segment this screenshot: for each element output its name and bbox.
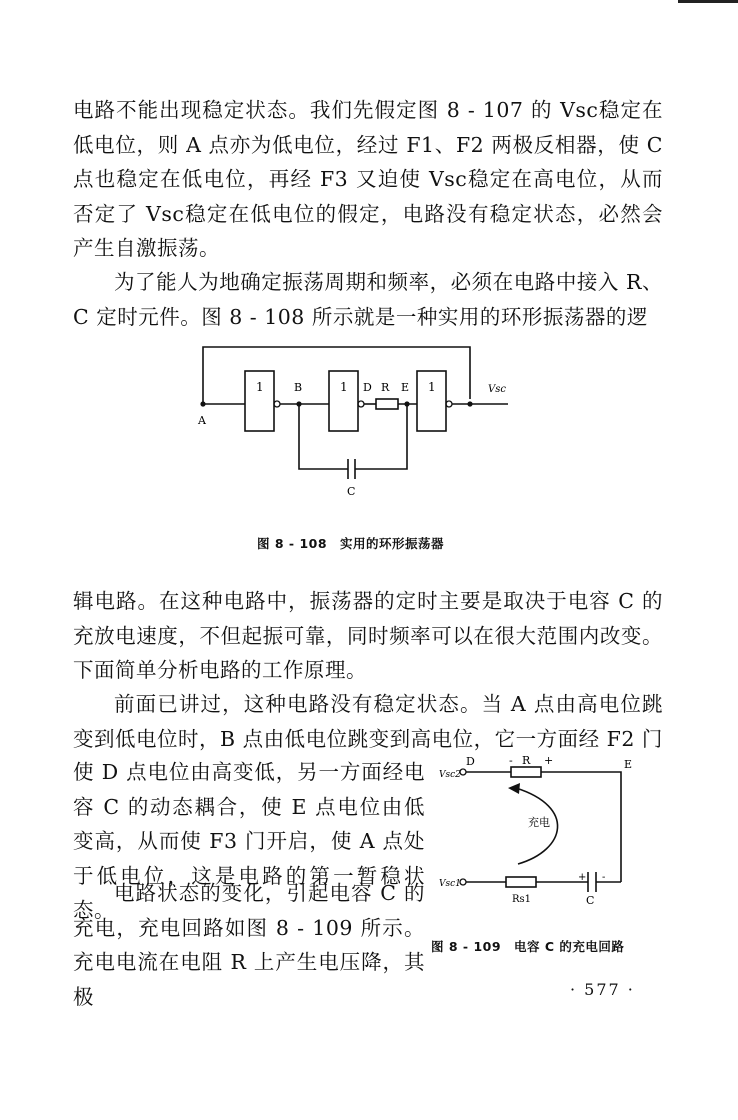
gate-f3-bubble xyxy=(446,401,452,407)
node-a-label: A xyxy=(198,414,206,427)
gate-f1-label: 1 xyxy=(256,380,264,394)
charge-label: 充电 xyxy=(528,816,550,829)
r-top-minus: - xyxy=(509,754,513,767)
node-e-label-109: E xyxy=(624,758,633,771)
gate-f2-label: 1 xyxy=(340,380,348,394)
wire-b-cap xyxy=(299,404,348,469)
gate-f3-label: 1 xyxy=(428,380,436,394)
node-e-label: E xyxy=(401,381,410,394)
paragraph-1: 电路不能出现稳定状态。我们先假定图 8 - 107 的 Vsc稳定在低电位，则 A 点亦为低电位，经过 F1、F2 两极反相器，使 C 点也稳定在低电位，再经 F3 又迫使 Vsc稳定在高电位，从而否定了 Vsc稳定在低电位的假定，电路没有稳定状态，必然会产生自激振荡。 xyxy=(73,98,663,260)
wire-top-right xyxy=(541,772,621,882)
resistor-r-top xyxy=(511,767,541,777)
paragraph-2: 为了能人为地确定振荡周期和频率，必须在电路中接入 R、C 定时元件。图 8 - 108 所示就是一种实用的环形振荡器的逻 xyxy=(73,270,663,329)
wire-cap-e xyxy=(355,404,407,469)
paragraph-6: 电路状态的变化，引起电容 C 的充电，充电回路如图 8 - 109 所示。充电电流在电阻 R 上产生电压降，其极 xyxy=(73,881,425,1009)
figure-108-caption: 图 8 - 108 实用的环形振荡器 xyxy=(257,536,445,551)
node-a-dot xyxy=(200,401,205,406)
rs1-label: Rs1 xyxy=(512,894,532,905)
gate-f2-bubble xyxy=(358,401,364,407)
terminal-vsc1 xyxy=(460,879,466,885)
gate-f1-bubble xyxy=(274,401,280,407)
r-top-label: R xyxy=(522,754,531,767)
cap109-label: C xyxy=(586,894,595,907)
feedback-wire xyxy=(203,347,470,404)
paragraph-5: 使 D 点电位由高变低，另一方面经电容 C 的动态耦合，使 E 点电位由低变高，从而使 F3 门开启，使 A 点处于低电位，这是电路的第一暂稳状态。 xyxy=(73,760,425,922)
resistor-rs1 xyxy=(506,877,536,887)
node-b-label: B xyxy=(294,381,303,394)
node-r-label: R xyxy=(381,381,390,394)
r-top-plus: + xyxy=(544,754,554,767)
figure-108-circuit xyxy=(190,342,530,502)
output-label: Vsc xyxy=(488,384,506,395)
page-number: · 577 · xyxy=(570,980,635,999)
resistor-r xyxy=(376,399,398,409)
node-d-label: D xyxy=(363,381,372,394)
paragraph-3: 辑电路。在这种电路中，振荡器的定时主要是取决于电容 C 的充放电速度，不但起振可靠，同时频率可以在很大范围内改变。下面简单分析电路的工作原理。 xyxy=(73,589,663,682)
cap109-minus: - xyxy=(602,872,606,883)
charge-arrowhead xyxy=(508,783,520,794)
cap-label: C xyxy=(347,485,356,498)
figure-109-circuit xyxy=(436,752,646,912)
vsc2-label: Vsc2 xyxy=(439,770,461,780)
terminal-vsc2 xyxy=(460,769,466,775)
paragraph-4: 前面已讲过，这种电路没有稳定状态。当 A 点由高电位跳变到低电位时，B 点由低电位跳变到高电位，它一方面经 F2 门 xyxy=(73,692,663,751)
header-rule xyxy=(678,0,738,3)
figure-109-caption: 图 8 - 109 电容 C 的充电回路 xyxy=(431,939,625,954)
vsc1-label: Vsc1 xyxy=(439,879,461,889)
node-d-label-109: D xyxy=(466,755,475,768)
node-out-dot xyxy=(467,401,472,406)
cap109-plus: + xyxy=(578,872,587,883)
